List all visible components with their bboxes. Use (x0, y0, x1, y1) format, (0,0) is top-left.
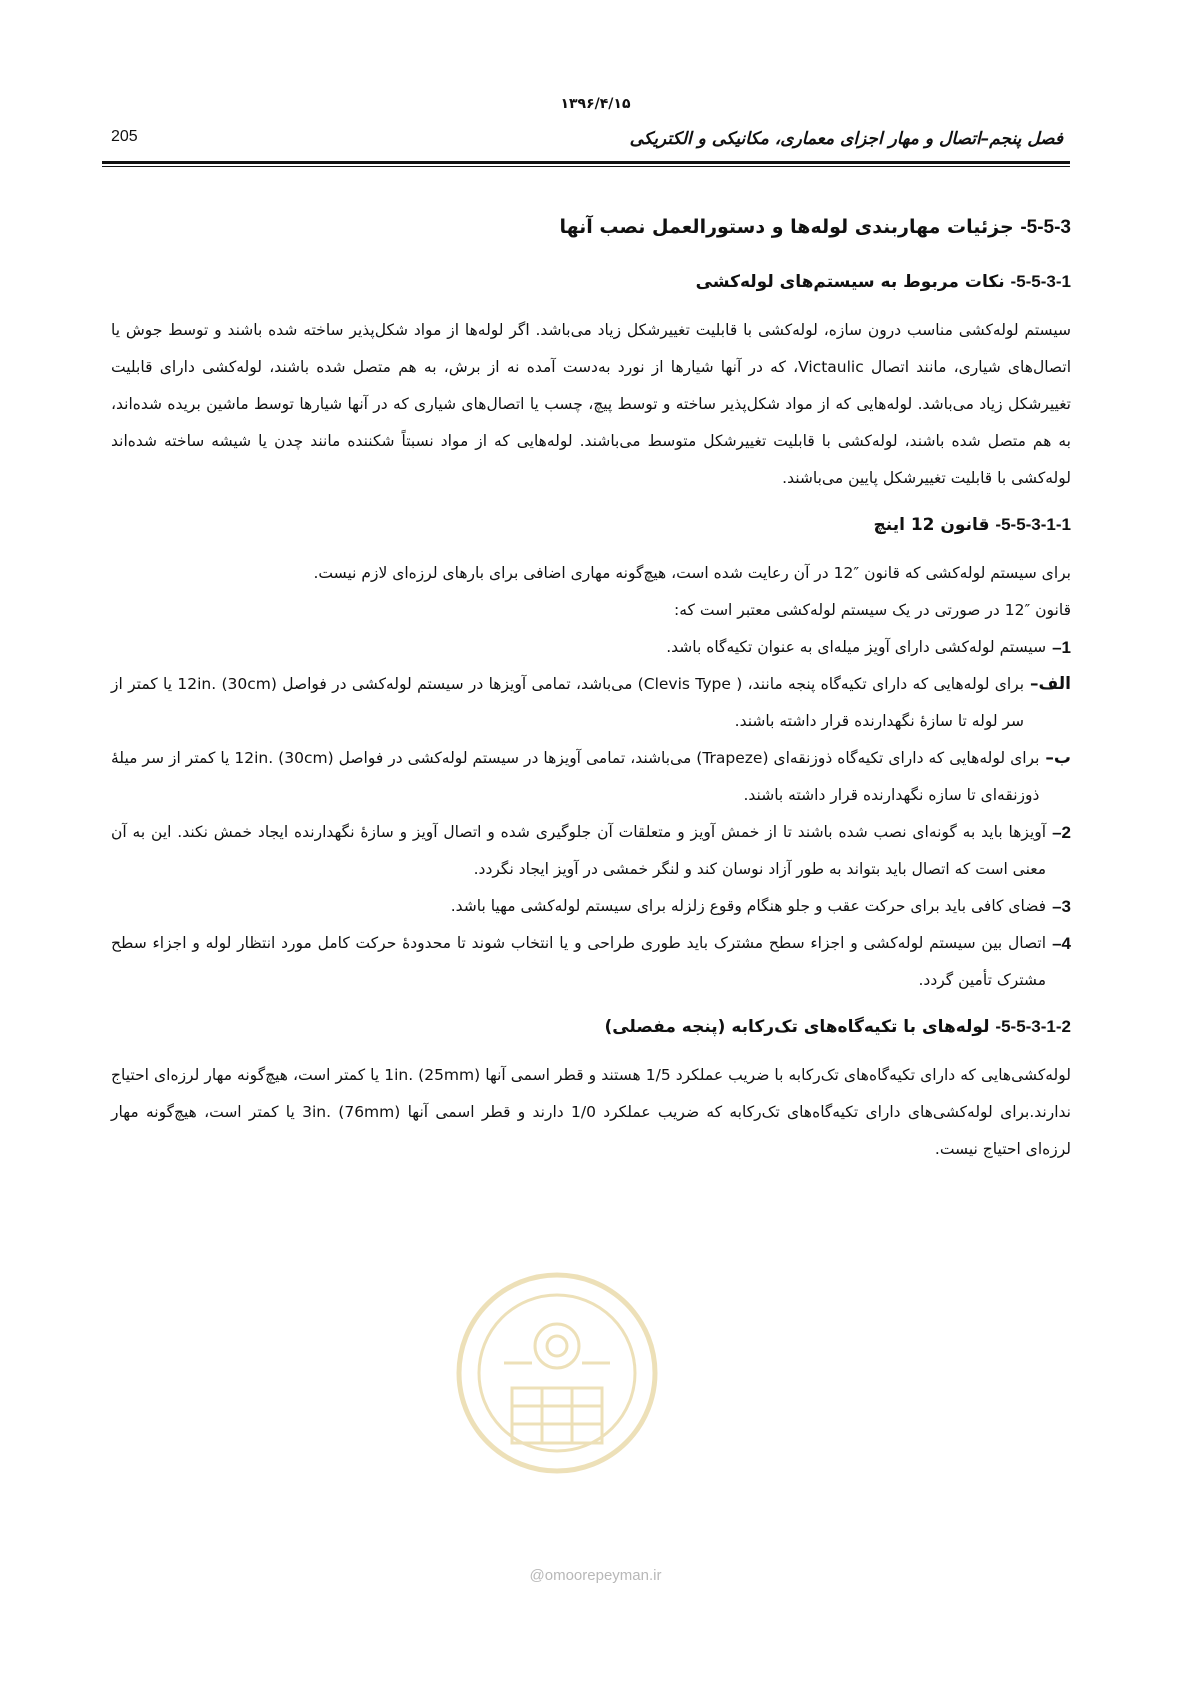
list-marker-2: 2– (1052, 823, 1071, 842)
list-marker-1: 1– (1052, 638, 1071, 657)
list-marker-3: 3– (1052, 897, 1071, 916)
list-item-2 (111, 814, 1071, 888)
paragraph-clevis-hangers: لوله‌کشی‌هایی که دارای تکیه‌گاه‌های تک‌رکابه با ضریب عملکرد 1/5 هستند و قطر اسمی آنها 1in. (25mm) یا کمتر است، هیچ‌گونه مهار لرزه‌ای احتیاج ندارند.برای لوله‌کشی‌های دارای تکیه‌گاه‌های تک‌رکابه که ضریب عملکرد 1/0 دارند و قطر اسمی آنها 3in. (76mm) یا کمتر است، هیچ‌گونه مهار لرزه‌ای احتیاج نیست. (111, 1066, 1071, 1158)
list-marker-a: الف– (1030, 674, 1071, 694)
header-date: ۱۳۹۶/۴/۱۵ (560, 96, 631, 112)
paragraph-12-inch-intro: برای سیستم لوله‌کشی که قانون ″12 در آن رعایت شده است، هیچ‌گونه مهاری اضافی برای بارهای لرزه‌ای لازم نیست. (313, 564, 1071, 582)
list-item-b (111, 740, 1071, 814)
list-marker-b: ب– (1045, 748, 1071, 768)
subsection-heading-1 (111, 272, 1071, 312)
seal-graphic (432, 1268, 682, 1478)
list-text-1: سیستم لوله‌کشی دارای آویز میله‌ای به عنوان تکیه‌گاه باشد. (666, 638, 1047, 656)
list-text-2: آویزها باید به گونه‌ای نصب شده باشند تا از خمش آویز و متعلقات آن جلوگیری شده و اتصال آویز و سازهٔ نگهدارنده ایجاد خمش نکند. این به آن معنی است که اتصال باید بتواند به طور آزاد نوسان کند و لنگر خمشی در آویز ایجاد نگردد. (111, 823, 1047, 878)
section-heading (111, 216, 1071, 256)
chapter-title: فصل پنجم–اتصال و مهار اجزای معماری، مکانیکی و الکتریکی (629, 129, 1063, 149)
subsection-heading-3 (111, 1017, 1071, 1057)
header-rule-thin (102, 166, 1070, 167)
section-number: 5-5-3- (1020, 217, 1071, 238)
list-text-3: فضای کافی باید برای حرکت عقب و جلو هنگام وقوع زلزله برای سیستم لوله‌کشی مهیا باشد. (450, 897, 1047, 915)
list-item-4 (111, 925, 1071, 999)
body-content (111, 216, 1071, 1168)
subsection-number-1: 5-5-3-1- (1010, 272, 1071, 291)
subsection-title-1: نکات مربوط به سیستم‌های لوله‌کشی (695, 272, 1005, 292)
subsection-title-2: قانون 12 اینچ (873, 515, 990, 535)
list-item-3 (111, 888, 1071, 925)
list-text-a: برای لوله‌هایی که دارای تکیه‌گاه پنجه مانند، ( Clevis Type) می‌باشد، تمامی آویزها در سیستم لوله‌کشی در فواصل 12in. (30cm) یا کمتر از سر لوله تا سازهٔ نگهدارنده قرار داشته باشند. (111, 675, 1025, 730)
page-number: 205 (111, 128, 138, 145)
paragraph-piping-systems: سیستم لوله‌کشی مناسب درون سازه، لوله‌کشی با قابلیت تغییرشکل زیاد می‌باشد. اگر لوله‌ها از مواد شکل‌پذیر ساخته شده باشند و توسط جوش یا اتصال‌های شیاری، مانند اتصال Victaulic، که در آنها شیارها از نورد به‌دست آمده نه از برش، به هم متصل شده باشند، لوله‌کشی دارای قابلیت تغییرشکل زیاد می‌باشد. لوله‌هایی که از مواد شکل‌پذیر ساخته و توسط پیچ، چسب یا اتصال‌های شیاری که در آنها شیارها توسط ماشین بریده شده‌اند، به هم متصل شده باشند، لوله‌کشی با قابلیت تغییرشکل متوسط می‌باشند. لوله‌هایی که از مواد نسبتاً شکننده مانند چدن یا شیشه ساخته شده‌اند لوله‌کشی با قابلیت تغییرشکل پایین می‌باشند. (111, 321, 1071, 487)
header-rule-thick (102, 161, 1070, 164)
list-text-b: برای لوله‌هایی که دارای تکیه‌گاه ذوزنقه‌ای (Trapeze) می‌باشند، تمامی آویزها در سیستم لوله‌کشی در فواصل 12in. (30cm) یا کمتر از سر میلهٔ ذوزنقه‌ای تا سازه نگهدارنده قرار داشته باشند. (111, 749, 1040, 804)
watermark-seal (432, 1268, 682, 1478)
list-item-1 (111, 629, 1071, 666)
subsection-heading-2 (111, 515, 1071, 555)
section-title: جزئیات مهاربندی لوله‌ها و دستورالعمل نصب آنها (559, 216, 1014, 238)
paragraph-12-inch-condition: قانون ″12 در صورتی در یک سیستم لوله‌کشی معتبر است که: (674, 601, 1071, 619)
subsection-title-3: لوله‌های با تکیه‌گاه‌های تک‌رکابه (پنجه مفصلی) (604, 1017, 990, 1037)
subsection-number-2: 5-5-3-1-1- (995, 515, 1071, 534)
footer-watermark-url: @omoorepeyman.ir (529, 1567, 662, 1584)
subsection-number-3: 5-5-3-1-2- (995, 1017, 1071, 1036)
list-marker-4: 4– (1052, 934, 1071, 953)
list-item-a (111, 666, 1071, 740)
list-text-4: اتصال بین سیستم لوله‌کشی و اجزاء سطح مشترک باید طوری طراحی و یا انتخاب شوند تا محدودهٔ حرکت کامل مورد انتظار لوله و اجزاء سطح مشترک تأمین گردد. (111, 934, 1047, 989)
